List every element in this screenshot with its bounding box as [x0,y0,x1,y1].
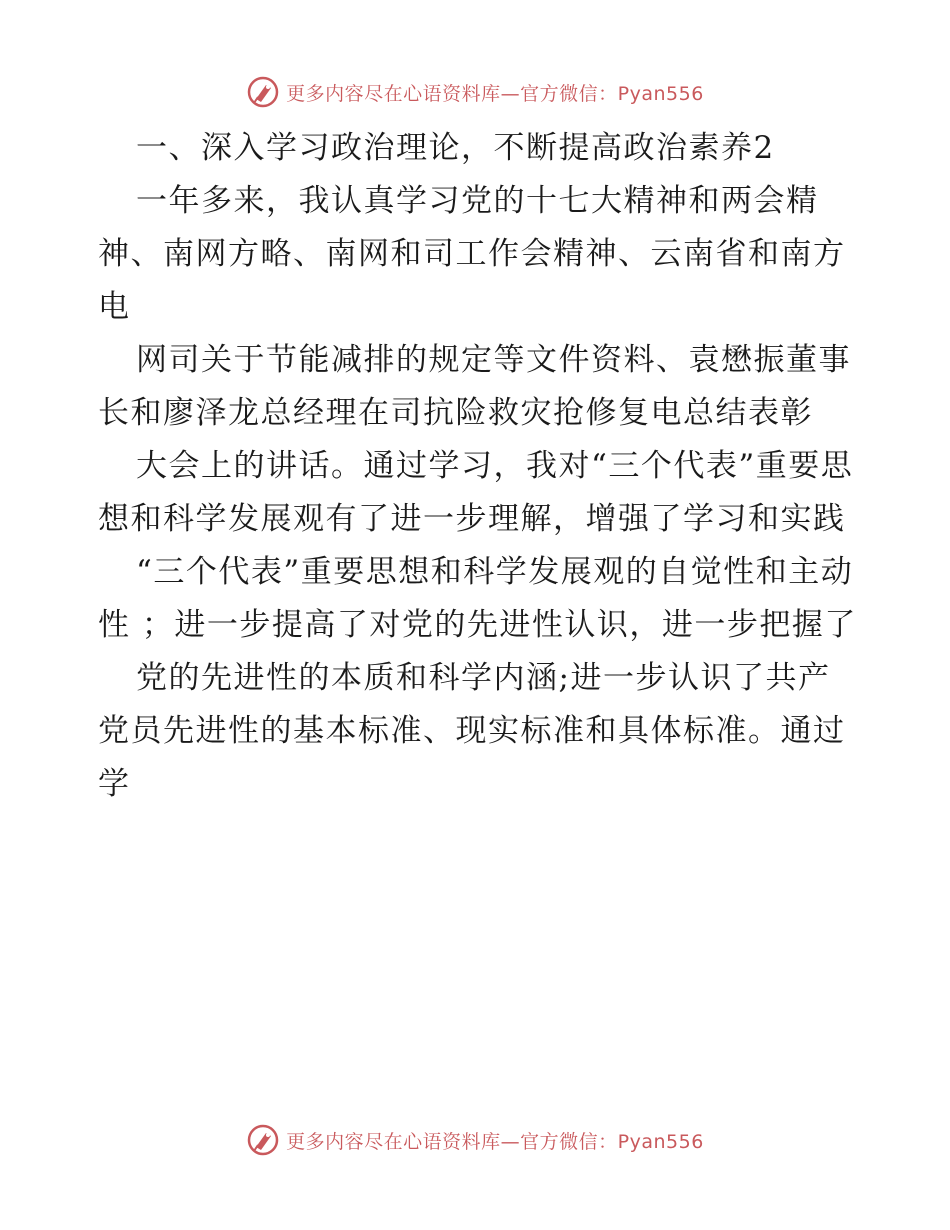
paragraph: 大会上的讲话。通过学习，我对“三个代表”重要思想和科学发展观有了进一步理解，增强了学习和实践 [98,448,854,537]
header-watermark [0,70,950,114]
paragraph: 党的先进性的本质和科学内涵;进一步认识了共产党员先进性的基本标准、现实标准和具体标准。通过学 [98,660,846,802]
watermark-text: 更多内容尽在心语资料库—官方微信：Pyan556 [286,1130,704,1153]
section-heading: 一、深入学习政治理论，不断提高政治素养2 [136,130,775,166]
pen-nib-circle-icon [246,1123,280,1157]
paragraph: 一年多来，我认真学习党的十七大精神和两会精神、南网方略、南网和司工作会精神、云南省和南方电 [98,183,846,325]
watermark-text: 更多内容尽在心语资料库—官方微信：Pyan556 [286,82,704,105]
pen-nib-circle-icon [246,75,280,109]
paragraph: “三个代表”重要思想和科学发展观的自觉性和主动性 ；进一步提高了对党的先进性认识，进一步把握了 [98,554,857,643]
footer-watermark [0,1118,950,1162]
paragraph: 网司关于节能减排的规定等文件资料、袁懋振董事长和廖泽龙总经理在司抗险救灾抢修复电总结表彰 [98,342,851,431]
document-body [98,122,858,811]
